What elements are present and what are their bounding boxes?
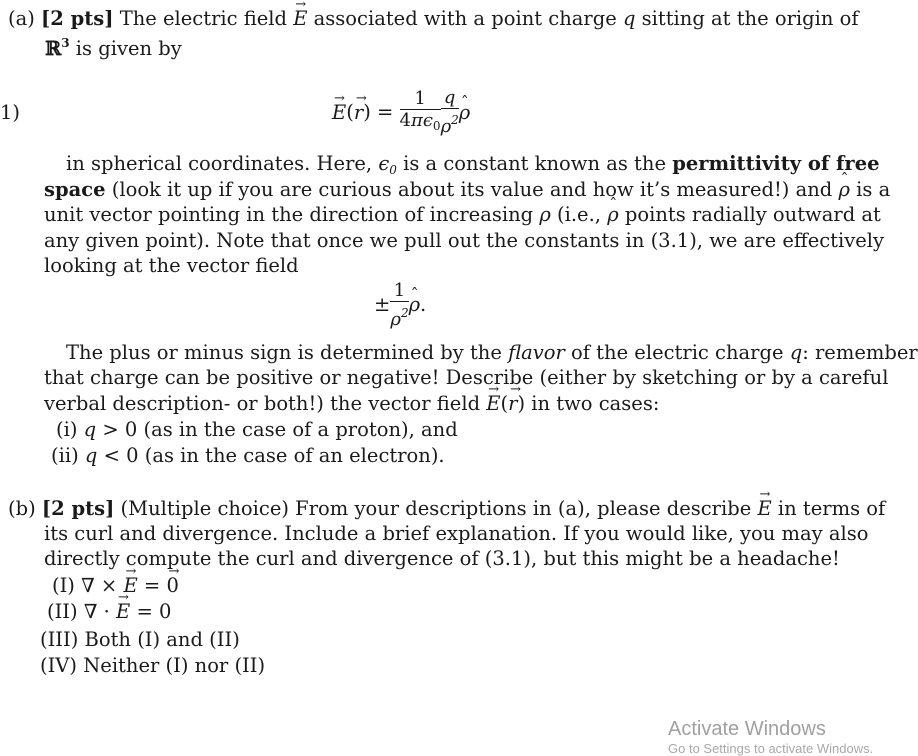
part-a-text: associated with a point charge — [313, 7, 617, 30]
part-a-text: sitting at the origin of — [641, 7, 859, 30]
para2-line-1: The plus or minus sign is determined by the flavor of the electric charge q: remember — [66, 341, 918, 364]
case-ii: (ii) q < 0 (as in the case of an electron). — [51, 444, 445, 467]
para1-line-2: space (look it up if you are curious about its value and how it’s measured!) and ˆ ρ is a — [44, 177, 890, 202]
para2-line-3: verbal description- or both!) the vector field → E(→ r) in two cases: — [44, 391, 659, 416]
part-a-label: (a) — [8, 7, 35, 30]
activate-windows-subtitle: Go to Settings to activate Windows. — [668, 741, 874, 756]
part-a-text: The electric field — [119, 7, 288, 30]
part-b-label: (b) — [8, 497, 36, 520]
part-a-points: [2 pts] — [41, 7, 114, 30]
charge-symbol: q — [622, 7, 636, 30]
vector-field-expression: ± $\frac{1}{\rho^2}$ ˆ ρ. — [374, 280, 426, 331]
part-a-text: is given by — [75, 37, 182, 60]
option-iii: (III) Both (I) and (II) — [40, 628, 240, 651]
part-a-line-1 — [8, 6, 859, 31]
option-ii: (II) ∇ · → E = 0 — [47, 599, 171, 624]
e-field-symbol: → E — [293, 6, 307, 31]
para1-line-3: unit vector pointing in the direction of increasing ρ (i.e., ˆ ρ points radially outward at — [44, 202, 881, 227]
part-b-line-3: directly compute the curl and divergence of (3.1), but this might be a headache! — [44, 547, 840, 570]
case-i: (i) q > 0 (as in the case of a proton), and — [56, 418, 458, 441]
part-a-line-2 — [45, 31, 182, 61]
activate-windows-title: Activate Windows — [668, 718, 826, 740]
reals-symbol: ℝ$^3$ — [45, 36, 70, 60]
equation-number: 1) — [0, 101, 21, 124]
part-b-points: [2 pts] — [41, 497, 115, 520]
permittivity-term: permittivity of free — [672, 152, 880, 175]
part-b-line-2: its curl and divergence. Include a brief explanation. If you would like, you may also — [44, 522, 869, 545]
option-iv: (IV) Neither (I) nor (II) — [40, 654, 266, 677]
para1-line-4: any given point). Note that once we pull out the constants in (3.1), we are effectively — [44, 229, 885, 252]
para1-line-5: looking at the vector field — [44, 254, 299, 277]
option-i: (I) ∇ × → E = → 0 — [52, 573, 179, 598]
part-b-line-1: (b) [2 pts] (Multiple choice) From your descriptions in (a), please describe → E in terms of — [8, 496, 885, 521]
coulomb-equation: → E(→ r) = $\frac{1}{4\pi\epsilon_0}$ $\frac{q}{\rho^2}$ ˆ ρ — [332, 88, 470, 138]
para2-line-2: that charge can be positive or negative! Describe (either by sketching or by a careful — [44, 366, 889, 389]
para1-line-1: in spherical coordinates. Here, $\epsilon_0$ is a constant known as the permittivity of free — [66, 152, 880, 177]
flavor-term: flavor — [508, 341, 565, 364]
